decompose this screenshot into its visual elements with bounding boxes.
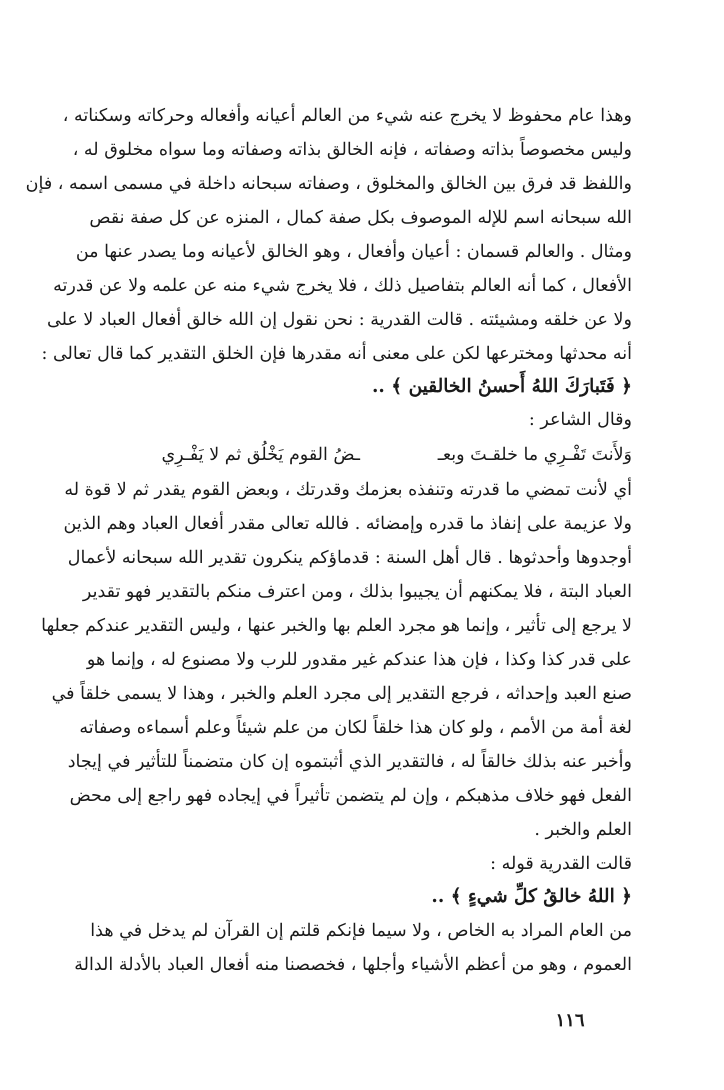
body-text-last-line: العلم والخبر . bbox=[534, 820, 632, 840]
body-text-line: وهذا عام محفوظ لا يخرج عنه شيء من العالم أعيانه وأفعاله وحركاته وسكناته ، bbox=[62, 106, 632, 126]
body-text-line: الفعل فهو خلاف مذهبكم ، وإن لم يتضمن تأثيراً في إيجاده فهو راجع إلى محض bbox=[69, 786, 632, 806]
body-text-line: صنع العبد وإحداثه ، فرجع التقدير إلى مجرد العلم والخبر ، وهذا لا يسمى خلقاً في bbox=[51, 684, 632, 704]
body-text-line: العموم ، وهو من أعظم الأشياء وأجلها ، فخصصنا منه أفعال العباد بالأدلة الدالة bbox=[74, 955, 632, 975]
body-text-line: العباد البتة ، فلا يمكنهم أن يجيبوا بذلك ، ومن اعترف منكم بالتقدير فهو تقدير bbox=[82, 582, 632, 602]
body-text-line: على قدر كذا وكذا ، فإن هذا عندكم غير مقدور للرب ولا مصنوع له ، وإنما هو bbox=[86, 650, 632, 670]
body-text-line: من العام المراد به الخاص ، ولا سيما فإنكم قلتم إن القرآن لم يدخل في هذا bbox=[90, 921, 632, 941]
quran-verse: ﴿ فَتَبارَكَ اللهُ أَحسنُ الخالقين ﴾ .. bbox=[371, 376, 632, 397]
body-text-line: ومثال . والعالم قسمان : أعيان وأفعال ، وهو الخالق لأعيانه وما يصدر عنها من bbox=[75, 242, 632, 262]
body-text-line: لا يرجع إلى تأثير ، وإنما هو مجرد العلم بها والخبر عنها ، وليس التقدير عندكم جعلها bbox=[41, 616, 632, 636]
body-text-line: أي لأنت تمضي ما قدرته وتنفذه بعزمك وقدرتك ، وبعض القوم يقدر ثم لا قوة له bbox=[64, 480, 632, 500]
verse-first-hemistich: وَلأَنتَ تَفْـرِي ما خلقـتَ وبعـ bbox=[437, 445, 632, 465]
body-text-line: أوجدوها وأحدثوها . قال أهل السنة : قدماؤكم ينكرون تقدير الله سبحانه لأعمال bbox=[67, 548, 632, 568]
poet-intro: وقال الشاعر : bbox=[528, 410, 632, 430]
body-text-line: وليس مخصوصاً بذاته وصفاته ، فإنه الخالق بذاته وصفاته وما سواه مخلوق له ، bbox=[72, 140, 632, 160]
body-text-line: واللفظ قد فرق بين الخالق والمخلوق ، وصفاته سبحانه داخلة في مسمى اسمه ، فإن bbox=[25, 174, 632, 194]
quran-verse: ﴿ اللهُ خالقُ كلِّ شيءٍ ﴾ .. bbox=[431, 886, 632, 907]
body-text-line: ولا عن خلقه ومشيئته . قالت القدرية : نحن نقول إن الله خالق أفعال العباد لا على bbox=[46, 310, 632, 330]
verse-second-hemistich: ـضُ القوم يَخْلُق ثم لا يَفْـرِي bbox=[161, 445, 360, 465]
body-text-line: لغة أمة من الأمم ، ولو كان هذا خلقاً لكان من علم شيئاً وعلم أسماءه وصفاته bbox=[79, 718, 632, 738]
body-text-line: ولا عزيمة على إنفاذ ما قدره وإمضائه . فالله تعالى مقدر أفعال العباد وهم الذين bbox=[63, 514, 632, 534]
body-text-line: وأخبر عنه بذلك خالقاً له ، فالتقدير الذي أثبتموه إن كان متضمناً للتأثير في إيجاد bbox=[67, 752, 632, 772]
body-text-line: أنه محدثها ومخترعها لكن على معنى أنه مقدرها فإن الخلق التقدير كما قال تعالى : bbox=[41, 344, 632, 364]
body-text-line: الأفعال ، كما أنه العالم بتفاصيل ذلك ، فلا يخرج شيء منه عن علمه ولا عن قدرته bbox=[53, 276, 632, 296]
body-text-line: الله سبحانه اسم للإله الموصوف بكل صفة كمال ، المنزه عن كل صفة نقص bbox=[89, 208, 632, 228]
qadariyya-intro: قالت القدرية قوله : bbox=[490, 854, 632, 874]
page-number: ١١٦ bbox=[555, 1010, 585, 1031]
